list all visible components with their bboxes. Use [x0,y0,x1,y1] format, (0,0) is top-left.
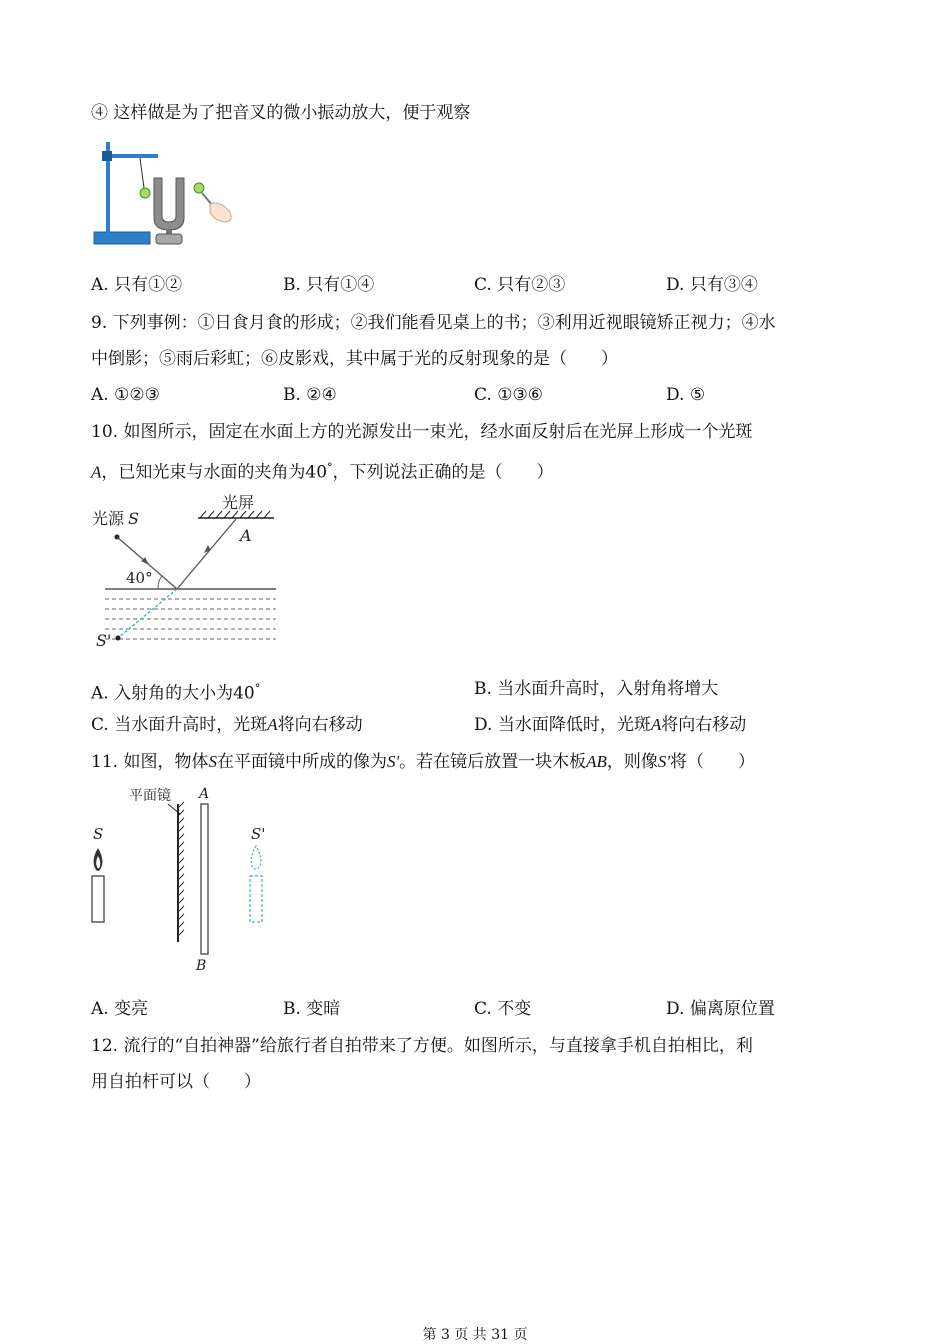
water-dashes [105,599,276,639]
spot-a-label: A [240,526,252,545]
image-flame [251,846,261,869]
q12-stem-line2: 用自拍杆可以（ ） [91,1072,261,1092]
source-label: 光源 [92,509,125,528]
wooden-board [201,804,208,954]
board-top-label: A [199,786,210,802]
source-symbol: S [128,509,139,528]
hand [210,203,231,222]
q8-option-a: A. 只有①② [91,275,183,295]
candle-body [92,876,104,922]
q9-option-d: D. ⑤ [666,385,706,405]
q10-option-c: C. 当水面升高时，光斑A将向右移动 [91,715,363,735]
q11-option-a: A. 变亮 [91,999,149,1019]
mirror-figure [86,782,276,974]
q10-option-a: A. 入射角的大小为40° [91,682,261,704]
q8-option-c: C. 只有②③ [474,275,566,295]
virtual-source-dot [116,636,121,641]
object-label: S [93,825,104,843]
screen-label: 光屏 [222,493,255,512]
q9-stem-line1: 9. 下列事例：①日食月食的形成；②我们能看见桌上的书；③利用近视眼镜矫正视力；④水 [91,313,776,333]
fork-base [156,234,182,244]
image-label: S' [96,631,112,650]
mallet-head [194,183,204,193]
stand-arm [106,154,158,158]
reflection-figure [90,488,280,653]
q9-option-a: A. ①②③ [91,385,160,405]
fork-prongs [154,178,184,230]
q9-option-c: C. ①③⑥ [474,385,543,405]
q10-option-b: B. 当水面升高时，入射角将增大 [474,679,719,699]
q8-option-b: B. 只有①④ [283,275,375,295]
angle-arc [158,576,162,589]
board-bottom-label: B [196,958,207,974]
screen-hatching [200,511,270,518]
virtual-image-ray [118,589,177,638]
q10-stem-line1: 10. 如图所示，固定在水面上方的光源发出一束光，经水面反射后在光屏上形成一个光斑 [91,422,753,442]
tuning-fork-figure [92,138,242,250]
angle-label: 40° [126,569,153,587]
q11-option-d: D. 偏离原位置 [666,999,775,1019]
mirror-label: 平面镜 [129,788,171,804]
image-candle-body [250,876,262,922]
q11-stem: 11. 如图，物体S在平面镜中所成的像为S'。若在镜后放置一块木板AB，则像S'将（ ） [91,752,756,772]
q8-option-d: D. 只有③④ [666,275,758,295]
q10-option-d: D. 当水面降低时，光斑A将向右移动 [474,715,747,735]
q12-stem-line1: 12. 流行的“自拍神器”给旅行者自拍带来了方便。如图所示，与直接拿手机自拍相比，利 [91,1036,753,1056]
reflected-ray [177,519,236,589]
stand-base [94,232,150,244]
q11-option-c: C. 不变 [474,999,532,1019]
q9-stem-line2: 中倒影；⑤雨后彩虹；⑥皮影戏，其中属于光的反射现象的是（ ） [91,349,618,369]
page-footer: 第 3 页 共 31 页 [422,1327,528,1343]
q10-spot-a: A [91,462,102,482]
q8-statement-4: ④ 这样做是为了把音叉的微小振动放大，便于观察 [91,103,471,123]
image-label: S' [251,825,266,843]
q10-stem-line2: A，已知光束与水面的夹角为40°，下列说法正确的是（ ） [91,461,554,483]
q9-option-b: B. ②④ [283,385,337,405]
q11-option-b: B. 变暗 [283,999,341,1019]
pendulum-ball [140,188,150,198]
